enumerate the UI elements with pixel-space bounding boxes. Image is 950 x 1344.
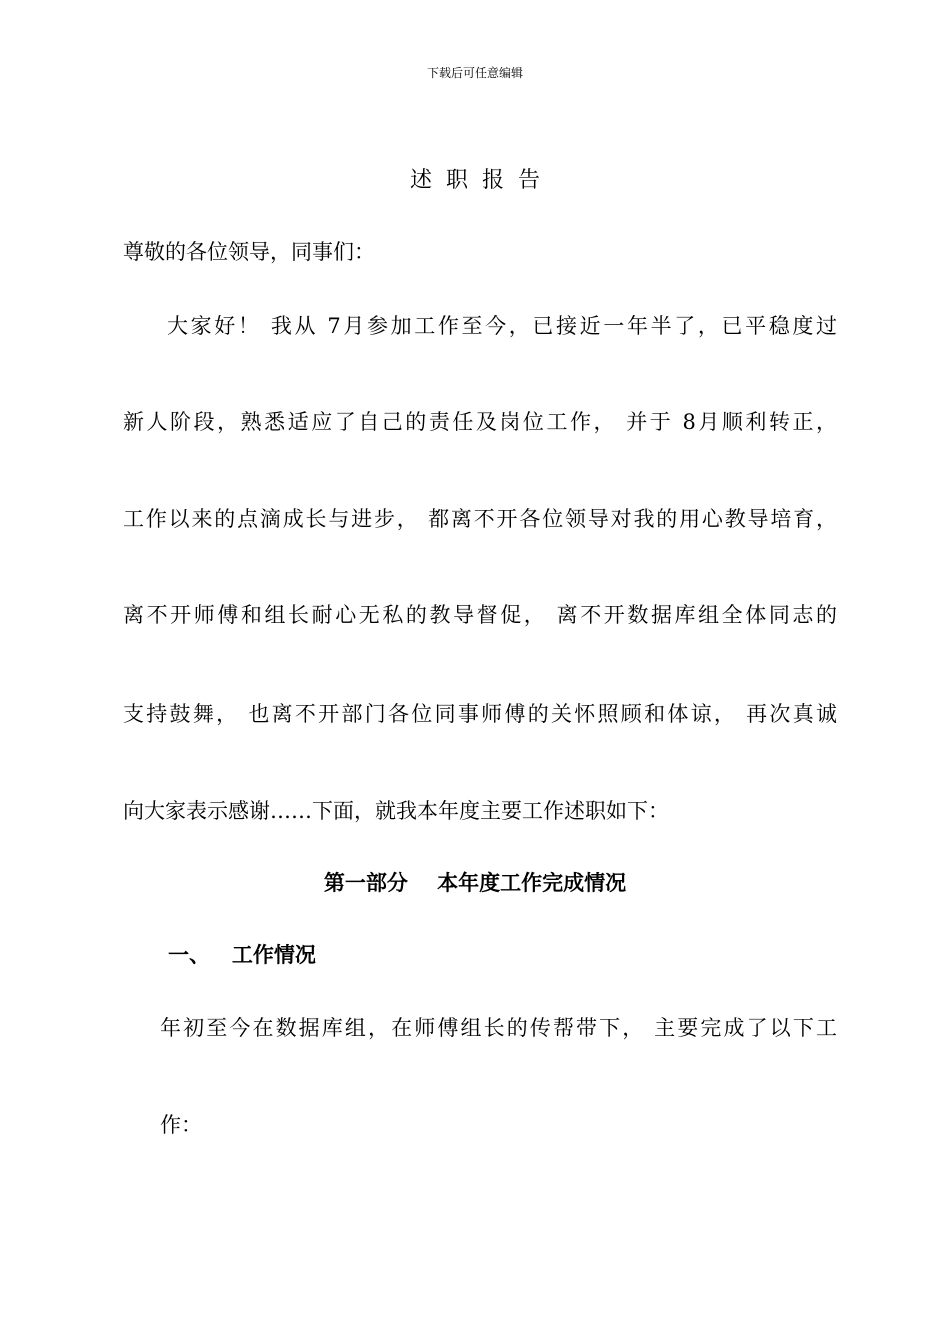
page-header-note: 下载后可任意编辑 <box>426 66 523 80</box>
work-line-2: 作： <box>160 1113 202 1137</box>
intro-line-6: 向大家表示感谢……下面，就我本年度主要工作述职如下： <box>123 799 669 823</box>
intro-line-1: 大家好！ 我从 7月参加工作至今，已接近一年半了，已平稳度过 <box>167 314 837 338</box>
work-line-1: 年初至今在数据库组，在师傅组长的传帮带下， 主要完成了以下工 <box>160 1016 837 1040</box>
greeting-line: 尊敬的各位领导，同事们： <box>123 240 375 264</box>
intro-line-4: 离不开师傅和组长耐心无私的教导督促， 离不开数据库组全体同志的 <box>123 603 837 627</box>
section-heading: 第一部分 本年度工作完成情况 <box>323 871 627 895</box>
intro-line-2: 新人阶段，熟悉适应了自己的责任及岗位工作， 并于 8月顺利转正， <box>123 410 837 434</box>
intro-line-5: 支持鼓舞， 也离不开部门各位同事师傅的关怀照顾和体谅， 再次真诚 <box>123 702 837 726</box>
subsection-heading: 一、 工作情况 <box>168 943 316 967</box>
document-title: 述职报告 <box>409 168 554 193</box>
intro-line-3: 工作以来的点滴成长与进步， 都离不开各位领导对我的用心教导培育， <box>123 507 837 531</box>
